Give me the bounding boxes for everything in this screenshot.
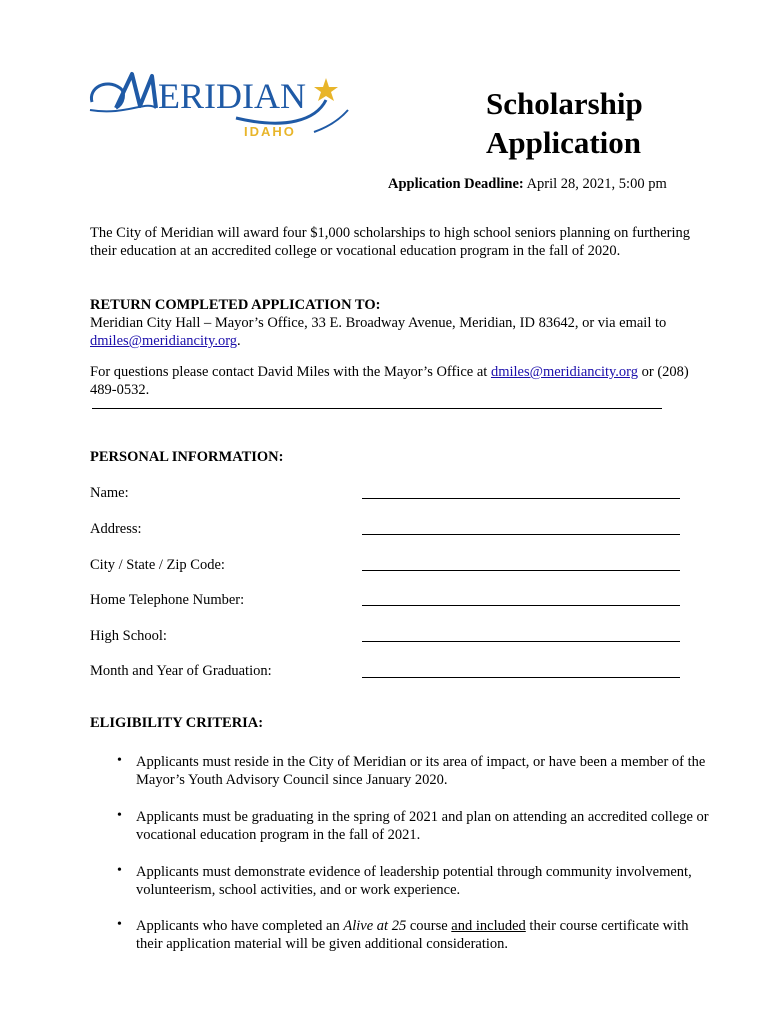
eligibility-item-4 xyxy=(136,917,716,953)
meridian-logo xyxy=(86,70,351,145)
logo-state: IDAHO xyxy=(244,124,296,139)
return-end: . xyxy=(237,333,241,349)
questions-text: For questions please contact David Miles with the Mayor’s Office at xyxy=(90,364,488,380)
field-label-address: Address: xyxy=(90,521,142,537)
section-divider xyxy=(92,408,662,409)
eligibility-item-1: Applicants must reside in the City of Meridian or its area of impact, or have been a member of the Mayor’s Youth Advisory Council since January 2020. xyxy=(136,754,706,788)
field-label-graduation: Month and Year of Graduation: xyxy=(90,663,272,679)
deadline-label: Application Deadline: xyxy=(388,176,524,192)
return-email-link[interactable]: dmiles@meridiancity.org xyxy=(90,333,238,349)
field-line-graduation[interactable] xyxy=(362,677,680,678)
field-label-city-state-zip: City / State / Zip Code: xyxy=(90,557,225,573)
questions-end: or (208) 489-0532. xyxy=(90,364,689,398)
return-heading: RETURN COMPLETED APPLICATION TO: xyxy=(90,297,381,313)
eligibility-item-2: Applicants must be graduating in the spring of 2021 and plan on attending an accredited college or vocational education program in the fall of 2021. xyxy=(136,809,709,843)
title-line-2: Application xyxy=(486,125,642,160)
meridian-logo-graphic xyxy=(86,70,351,145)
return-address: Meridian City Hall – Mayor’s Office, 33 E. Broadway Avenue, Meridian, ID 83642, or via email to xyxy=(90,315,667,331)
item4-mid: course xyxy=(409,918,448,934)
field-label-name: Name: xyxy=(90,485,129,501)
personal-info-heading: PERSONAL INFORMATION: xyxy=(90,449,284,465)
questions-paragraph xyxy=(90,363,710,399)
bullet-icon: • xyxy=(117,753,122,768)
item4-underlined: and included xyxy=(451,918,526,934)
field-label-home-telephone: Home Telephone Number: xyxy=(90,592,245,608)
return-section xyxy=(90,296,710,350)
intro-paragraph: The City of Meridian will award four $1,000 scholarships to high school seniors planning on furthering their education at an accredited college or vocational education program in the fall of 2020. xyxy=(90,225,691,259)
eligibility-heading: ELIGIBILITY CRITERIA: xyxy=(90,715,264,731)
field-label-high-school: High School: xyxy=(90,628,167,644)
item4-post: their course certificate with their application material will be given additional consideration. xyxy=(136,918,689,952)
questions-email-link[interactable]: dmiles@meridiancity.org xyxy=(490,364,638,380)
field-line-name[interactable] xyxy=(362,498,680,499)
field-line-address[interactable] xyxy=(362,534,680,535)
logo-wordmark: ERIDIAN xyxy=(158,76,306,116)
field-line-high-school[interactable] xyxy=(362,641,680,642)
bullet-icon: • xyxy=(117,863,122,878)
field-line-home-telephone[interactable] xyxy=(362,605,680,606)
bullet-icon: • xyxy=(117,917,122,932)
item4-pre: Applicants who have completed an xyxy=(136,918,340,934)
application-deadline xyxy=(388,176,667,193)
item4-course-name: Alive at 25 xyxy=(343,918,407,934)
title-line-1: Scholarship xyxy=(486,86,643,121)
field-line-city-state-zip[interactable] xyxy=(362,570,680,571)
page-title xyxy=(486,84,643,162)
deadline-value: April 28, 2021, 5:00 pm xyxy=(526,176,667,192)
bullet-icon: • xyxy=(117,808,122,823)
eligibility-item-3: Applicants must demonstrate evidence of leadership potential through community involvement, volunteerism, school activities, and or work experience. xyxy=(136,864,692,898)
